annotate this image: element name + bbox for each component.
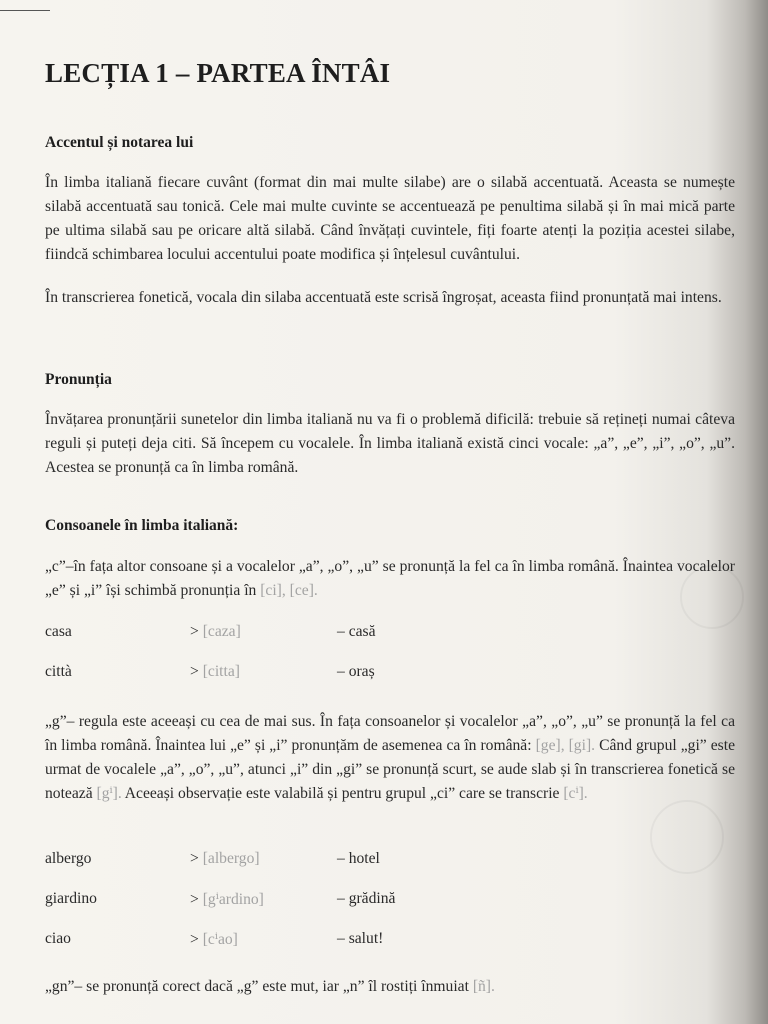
consonant-g-paragraph: [45, 710, 735, 806]
arrow-symbol: >: [190, 850, 199, 867]
arrow-symbol: >: [190, 931, 199, 948]
phonetic-transcription: [albergo]: [202, 850, 260, 867]
accent-paragraph-1: În limba italiană fiecare cuvânt (format din mai multe silabe) are o silabă accentuată. Aceasta se numește silabă accentuată sau tonică. Cele mai multe cuvinte se accentuează pe penultima silabă și în mai mică parte pe ultima silabă sau pe oricare altă silabă. Când învățați cuvintele, fiți foarte atenți la poziția acestei silabe, fiindcă schimbarea locului accentului poate modifica și înțelesul cuvântului.: [45, 174, 735, 263]
accent-paragraph-2: În transcrierea fonetică, vocala din silaba accentuată este scrisă îngroșat, aceasta fiind pronunțată mai intens.: [45, 289, 722, 306]
consonant-c-text: „c”–în fața altor consoane și a vocalelor „a”, „o”, „u” se pronunță la fel ca în limba română. Înaintea vocalelor „e” și „i” își schimbă pronunția în: [45, 558, 735, 599]
example-transcription: [190, 623, 241, 641]
consonant-gn-text: „gn”– se pronunță corect dacă „g” este mut, iar „n” îl rostiți înmuiat: [45, 978, 473, 995]
example-transcription: [190, 663, 240, 681]
example-meaning: – oraș: [337, 663, 375, 680]
pronunciation-paragraph: Învățarea pronunțării sunetelor din limba italiană nu va fi o problemă dificilă: trebuie să rețineți numai câteva reguli și puteți deja citi. Să începem cu vocalele. În limba italiană există cinci vocale: „a”, „e”, „i”, „o”, „u”. Acestea se pronunță ca în limba română.: [45, 411, 735, 476]
example-word: città: [45, 663, 72, 680]
consonant-g-text: Când grupul „gi” este urmat de vocalele „a”, „o”, „u”, atunci „i” din „gi” se pronunță scurt, se aude slab și în transcrierea fonetică se notează: [45, 737, 735, 802]
consonant-c-paragraph: [45, 555, 735, 603]
phonetic-transcription: [caza]: [202, 623, 241, 640]
example-meaning: – casă: [337, 623, 376, 640]
phonetic-transcription: [gⁱardino]: [202, 891, 264, 908]
example-meaning: – grădină: [337, 890, 396, 907]
phonetic-transcription: [gⁱ].: [96, 785, 122, 802]
section-heading-pronunciation: Pronunția: [45, 371, 112, 388]
phonetic-transcription: [ci], [ce].: [260, 582, 318, 599]
example-row-ciao: [45, 930, 545, 952]
lesson-title: LECȚIA 1 – PARTEA ÎNTÂI: [45, 58, 391, 88]
section-heading-accent: Accentul și notarea lui: [45, 134, 194, 151]
example-word: casa: [45, 623, 72, 640]
example-transcription: [190, 930, 238, 949]
example-word: albergo: [45, 850, 92, 867]
consonant-g-text: „g”– regula este aceeași cu cea de mai sus. În fața consoanelor și vocalelor „a”, „o”, „u” se pronunță la fel ca în limba română. Înaintea lui „e” și „i” pronunțăm de asemenea ca în română:: [45, 713, 735, 754]
example-meaning: – salut!: [337, 930, 384, 947]
section-heading-consonants: Consoanele în limba italiană:: [45, 517, 239, 534]
phonetic-transcription: [cⁱao]: [202, 931, 238, 948]
phonetic-transcription: [ñ].: [472, 978, 495, 995]
consonant-gn-paragraph: [45, 975, 735, 999]
consonant-g-text: Aceeași observație este valabilă și pentru grupul „ci” care se transcrie: [121, 785, 564, 802]
example-transcription: [190, 850, 260, 868]
example-row-casa: [45, 623, 545, 645]
example-row-giardino: [45, 890, 545, 912]
bleed-through-mark: [650, 800, 724, 874]
arrow-symbol: >: [190, 623, 199, 640]
phonetic-transcription: [citta]: [202, 663, 240, 680]
top-rule: [0, 10, 50, 11]
example-meaning: – hotel: [337, 850, 380, 867]
phonetic-transcription: [cⁱ].: [563, 785, 588, 802]
example-transcription: [190, 890, 264, 909]
arrow-symbol: >: [190, 891, 199, 908]
example-word: giardino: [45, 890, 97, 907]
phonetic-transcription: [ge], [gi].: [535, 737, 596, 754]
example-row-citta: [45, 663, 545, 685]
example-word: ciao: [45, 930, 71, 947]
example-row-albergo: [45, 850, 545, 872]
arrow-symbol: >: [190, 663, 199, 680]
